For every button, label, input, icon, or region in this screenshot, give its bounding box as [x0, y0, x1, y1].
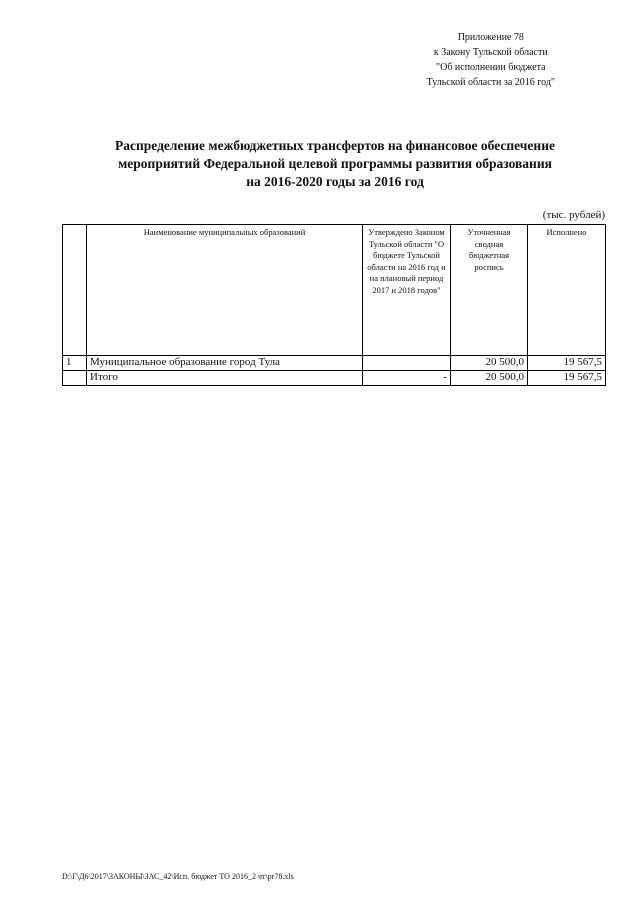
appendix-header — [427, 30, 555, 90]
table-header-row — [63, 225, 606, 356]
header-refined: Уточненная сводная бюджетная роспись — [451, 225, 528, 356]
document-title — [60, 137, 610, 191]
appendix-line-4: Тульской области за 2016 год" — [426, 77, 555, 88]
total-number — [63, 371, 87, 386]
appendix-line-3: "Об исполнении бюджета — [436, 62, 546, 73]
cell-municipality-name: Муниципальное образование город Тула — [87, 356, 363, 371]
cell-number: 1 — [63, 356, 87, 371]
header-executed: Исполнено — [528, 225, 606, 356]
total-label: Итого — [87, 371, 363, 386]
header-number — [63, 225, 87, 356]
title-line-3: на 2016-2020 годы за 2016 год — [246, 174, 424, 189]
table-total-row — [63, 371, 606, 386]
table-row — [63, 356, 606, 371]
total-approved: - — [363, 371, 451, 386]
cell-executed: 19 567,5 — [528, 356, 606, 371]
title-line-2: мероприятий Федеральной целевой программы развития образования — [118, 156, 552, 171]
appendix-line-1: Приложение 78 — [457, 32, 524, 43]
transfers-table — [62, 224, 606, 386]
appendix-line-2: к Закону Тульской области — [433, 47, 548, 58]
header-municipality-name: Наименование муниципальных образований — [87, 225, 363, 356]
title-line-1: Распределение межбюджетных трансфертов на финансовое обеспечение — [115, 138, 555, 153]
total-refined: 20 500,0 — [451, 371, 528, 386]
units-label: (тыс. рублей) — [542, 209, 605, 221]
cell-approved — [363, 356, 451, 371]
header-approved: Утверждено Законом Тульской области "О бюджете Тульской области на 2016 год и на плановый период 2017 и 2018 годов" — [363, 225, 451, 356]
cell-refined: 20 500,0 — [451, 356, 528, 371]
total-executed: 19 567,5 — [528, 371, 606, 386]
footer-file-path: D:\Г\Д6\2017\ЗАКОНЫ\ЗАС_42\Исп. бюджет ТО 2016_2 чт\pr78.xls — [62, 872, 294, 881]
